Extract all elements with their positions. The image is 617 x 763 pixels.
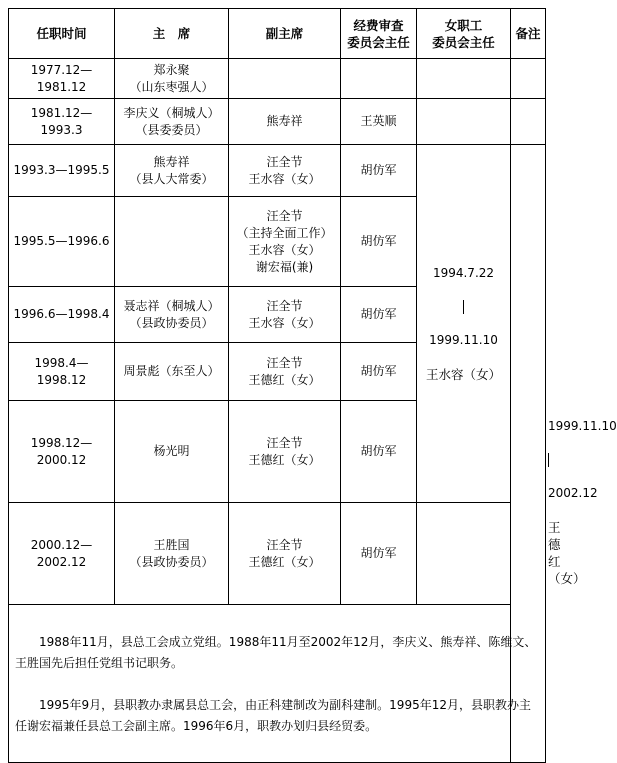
cell-audit-director: 胡仿军 <box>341 287 417 343</box>
cell-women-director <box>417 59 511 99</box>
header-women-director: 女职工 委员会主任 <box>417 9 511 59</box>
header-time: 任职时间 <box>9 9 115 59</box>
table-row: 1998.12—2000.12 杨光明 汪全节 王德红（女） 胡仿军 1999.11.10 2002.12 王德红（女） <box>9 401 546 503</box>
cell-vice-chair: 汪全节 王水容（女） <box>229 145 341 197</box>
note-paragraph: 1988年11月，县总工会成立党组。1988年11月至2002年12月，李庆义、熊寿祥、陈维文、王胜国先后担任党组书记职务。 <box>15 635 537 670</box>
cell-chair: 熊寿祥 （县人大常委） <box>115 145 229 197</box>
cell-time: 1993.3—1995.5 <box>9 145 115 197</box>
cell-vice-chair: 熊寿祥 <box>229 99 341 145</box>
cell-chair: 杨光明 <box>115 401 229 503</box>
cell-audit-director: 胡仿军 <box>341 145 417 197</box>
cell-audit-director: 胡仿军 <box>341 197 417 287</box>
women-1-name: 王水容（女） <box>425 366 501 382</box>
table-row <box>9 145 546 197</box>
cell-remarks <box>511 99 546 145</box>
cell-chair: 李庆义（桐城人） （县委委员） <box>115 99 229 145</box>
women-director-period-1 <box>417 145 511 503</box>
table-row <box>9 503 546 605</box>
cell-audit-director: 胡仿军 <box>341 343 417 401</box>
cell-chair <box>115 197 229 287</box>
cell-audit-director: 胡仿军 <box>341 401 417 503</box>
header-chair: 主 席 <box>115 9 229 59</box>
header-vice-chair: 副主席 <box>229 9 341 59</box>
cell-audit-director: 王英顺 <box>341 99 417 145</box>
cell-vice-chair: 汪全节 王德红（女） <box>229 343 341 401</box>
cell-chair: 聂志祥（桐城人） （县政协委员） <box>115 287 229 343</box>
cell-vice-chair: 汪全节 （主持全面工作） 王水容（女） 谢宏福(兼) <box>229 197 341 287</box>
header-audit-director: 经费审查 委员会主任 <box>341 9 417 59</box>
cell-vice-chair <box>229 59 341 99</box>
cell-time: 1996.6—1998.4 <box>9 287 115 343</box>
table-row <box>9 59 546 99</box>
cell-time: 2000.12—2002.12 <box>9 503 115 605</box>
note-paragraph: 1995年9月，县职教办隶属县总工会，由正科建制改为副科建制。1995年12月，县职教办主任谢宏福兼任县总工会副主席。1996年6月，职教办划归县经贸委。 <box>15 698 531 733</box>
cell-time: 1977.12—1981.12 <box>9 59 115 99</box>
leadership-table <box>8 8 617 763</box>
cell-time: 1998.4—1998.12 <box>9 343 115 401</box>
cell-time: 1981.12—1993.3 <box>9 99 115 145</box>
header-remarks: 备注 <box>511 9 546 59</box>
cell-audit-director <box>341 59 417 99</box>
notes-cell <box>9 605 546 763</box>
women-1-start: 1994.7.22 <box>432 265 495 280</box>
period-bar <box>548 453 549 467</box>
cell-vice-chair: 汪全节 王水容（女） <box>229 287 341 343</box>
notes-row <box>9 605 546 763</box>
cell-vice-chair: 汪全节 王德红（女） <box>229 503 341 605</box>
cell-vice-chair: 汪全节 王德红（女） <box>229 401 341 503</box>
cell-time: 1995.5—1996.6 <box>9 197 115 287</box>
cell-time: 1998.12—2000.12 <box>9 401 115 503</box>
cell-chair: 郑永聚 （山东枣强人） <box>115 59 229 99</box>
women-1-end: 1999.11.10 <box>429 332 498 347</box>
header-row <box>9 9 546 59</box>
cell-remarks <box>511 59 546 99</box>
cell-women-director <box>417 99 511 145</box>
period-bar <box>463 300 464 314</box>
table-row <box>9 99 546 145</box>
cell-chair: 王胜国 （县政协委员） <box>115 503 229 605</box>
cell-chair: 周景彪（东至人） <box>115 343 229 401</box>
cell-audit-director: 胡仿军 <box>341 503 417 605</box>
